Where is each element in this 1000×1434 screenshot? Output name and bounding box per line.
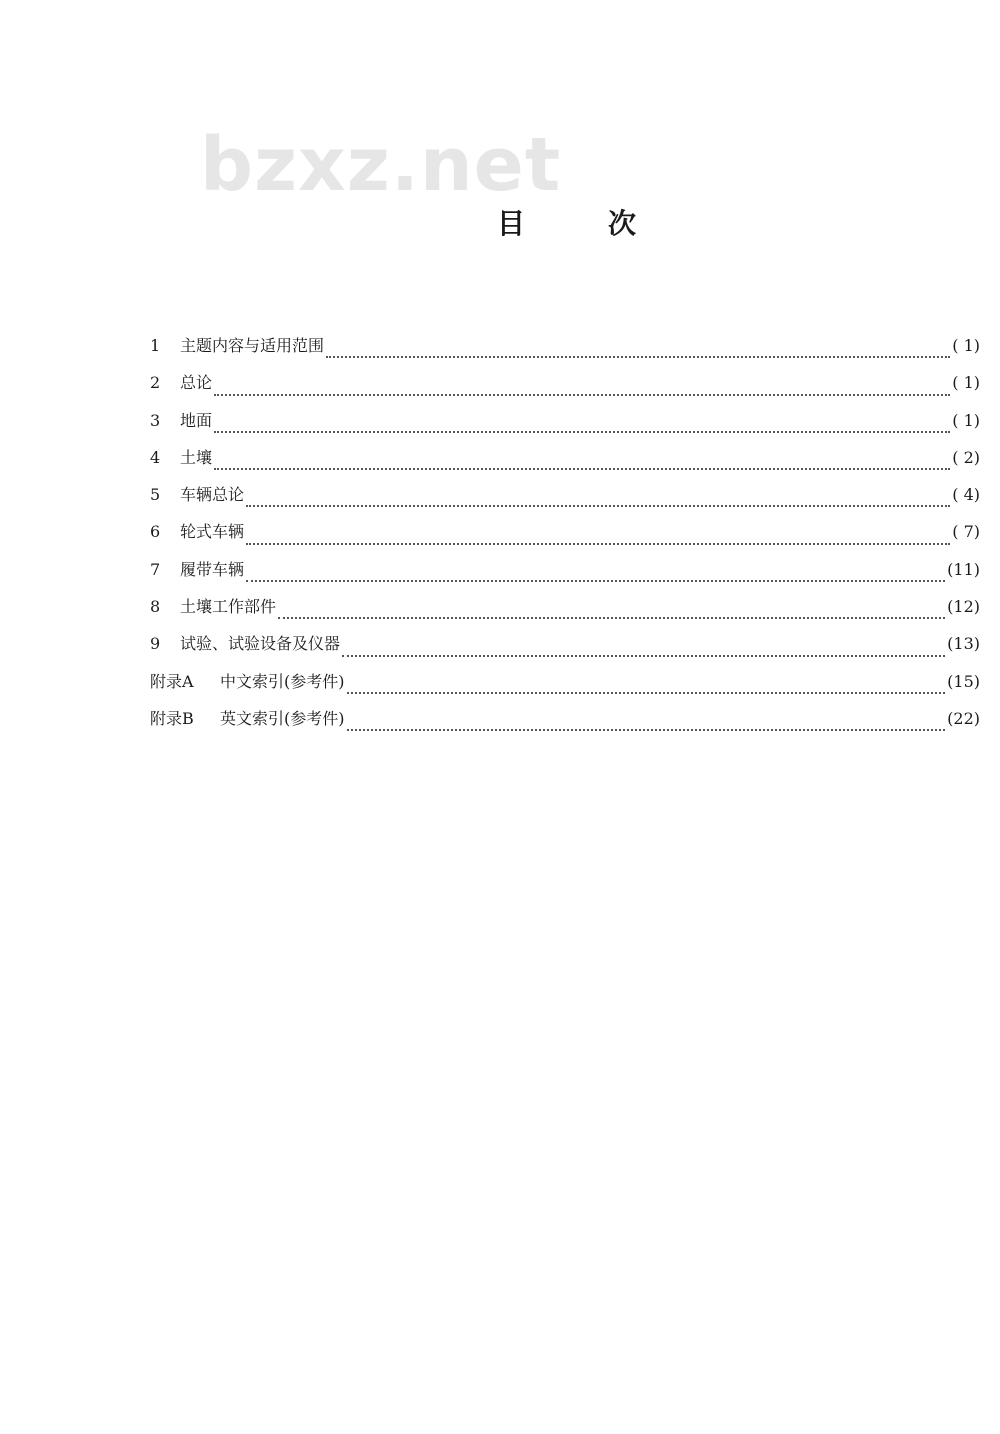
toc-entry-number: 附录B [150, 708, 194, 728]
toc-entry-appendix-b[interactable] [150, 706, 980, 743]
toc-entry-number: 1 [150, 336, 161, 355]
toc-leader-dots [326, 356, 950, 358]
toc-entry-label: 主题内容与适用范围 [180, 336, 325, 355]
toc-leader-dots [246, 580, 945, 582]
toc-entry-page: ( 7) [952, 522, 980, 542]
toc-entry-number: 6 [150, 522, 161, 542]
toc-entry-page: (13) [947, 634, 980, 654]
toc-entry-3[interactable] [150, 408, 980, 445]
toc-entry-1[interactable] [150, 333, 980, 370]
toc-leader-dots [278, 617, 945, 619]
toc-entry-number: 4 [150, 447, 161, 467]
toc-entry-5[interactable] [150, 482, 980, 519]
toc-entry-number: 9 [150, 634, 161, 654]
toc-entry-label: 英文索引(参考件) [220, 708, 345, 728]
toc-entry-number: 8 [150, 597, 161, 617]
toc-entry-appendix-a[interactable] [150, 669, 980, 706]
toc-leader-dots [347, 729, 946, 731]
toc-leader-dots [214, 431, 950, 433]
toc-entry-page: ( 2) [952, 447, 980, 467]
toc-entry-page: (11) [947, 559, 980, 579]
toc-leader-dots [347, 692, 946, 694]
toc-entry-8[interactable] [150, 594, 980, 631]
toc-leader-dots [246, 505, 950, 507]
toc-leader-dots [214, 468, 950, 470]
toc-leader-dots [342, 655, 945, 657]
toc-entry-page: ( 1) [952, 410, 980, 430]
watermark-logo: bzxz.net [200, 122, 562, 208]
toc-entry-number: 7 [150, 559, 161, 579]
table-of-contents [150, 333, 980, 743]
toc-entry-number: 3 [150, 410, 161, 430]
toc-entry-label: 试验、试验设备及仪器 [180, 634, 341, 654]
toc-entry-2[interactable] [150, 370, 980, 407]
toc-entry-9[interactable] [150, 631, 980, 668]
toc-entry-number: 5 [150, 485, 161, 505]
toc-entry-page: ( 1) [952, 336, 980, 355]
toc-entry-label: 地面 [180, 410, 213, 430]
toc-entry-page: (22) [947, 708, 980, 728]
toc-entry-label: 轮式车辆 [180, 522, 245, 542]
toc-entry-4[interactable] [150, 445, 980, 482]
toc-entry-label: 土壤 [180, 447, 213, 467]
toc-entry-6[interactable] [150, 519, 980, 556]
toc-entry-page: (15) [947, 671, 980, 691]
toc-leader-dots [214, 394, 950, 396]
toc-entry-number: 附录A [150, 671, 194, 691]
toc-entry-label: 土壤工作部件 [180, 597, 277, 617]
toc-entry-page: ( 4) [952, 485, 980, 505]
toc-entry-label: 中文索引(参考件) [220, 671, 345, 691]
page-title-char-1: 目 [497, 207, 526, 240]
toc-entry-label: 履带车辆 [180, 559, 245, 579]
toc-entry-label: 车辆总论 [180, 485, 245, 505]
toc-entry-number: 2 [150, 373, 161, 393]
toc-entry-page: (12) [947, 597, 980, 617]
toc-leader-dots [246, 543, 950, 545]
toc-entry-page: ( 1) [952, 373, 980, 393]
toc-entry-7[interactable] [150, 557, 980, 594]
page-title-char-2: 次 [608, 207, 637, 240]
toc-entry-label: 总论 [180, 373, 213, 393]
